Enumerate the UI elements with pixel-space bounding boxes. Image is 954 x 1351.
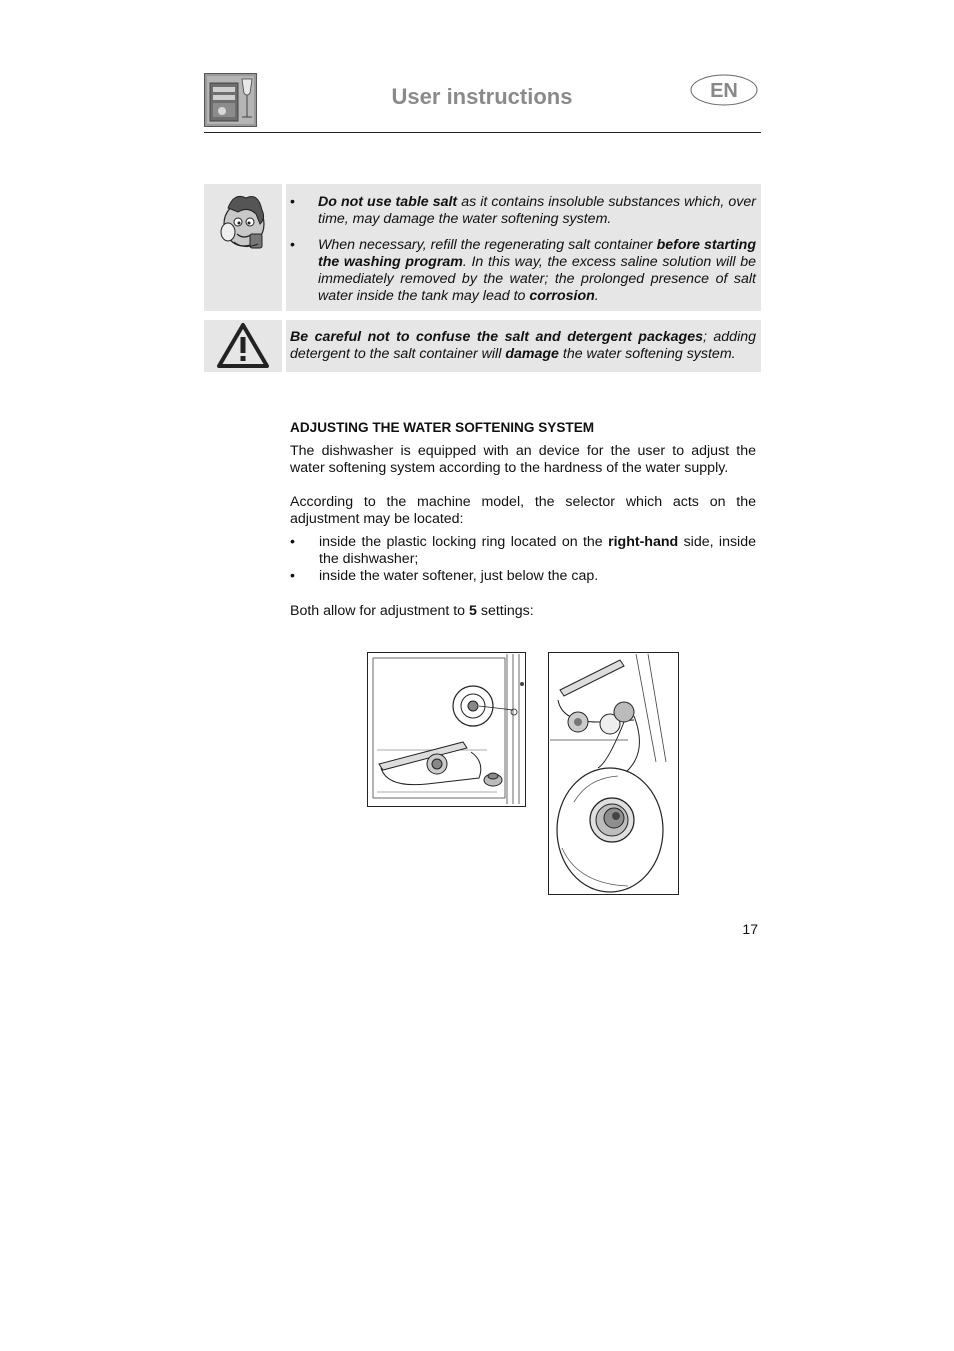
dishwasher-logo-icon xyxy=(204,73,257,127)
paragraph: The dishwasher is equipped with an device for the user to adjust the water softening system according to the hardness of the water supply. xyxy=(290,443,756,476)
salt-tip-item xyxy=(290,194,756,228)
page-title: User instructions xyxy=(391,84,573,109)
warning-note xyxy=(286,320,761,372)
bullet-icon: • xyxy=(290,568,295,584)
warning-text xyxy=(290,329,756,363)
settings-text: settings: xyxy=(476,603,534,619)
section-heading: ADJUSTING THE WATER SOFTENING SYSTEM xyxy=(290,420,595,435)
list-item xyxy=(290,568,756,585)
list-item xyxy=(290,534,756,568)
bullet-icon: • xyxy=(290,534,295,550)
cartoon-mascot-icon xyxy=(204,184,282,311)
bullet-icon: • xyxy=(290,194,295,210)
salt-tips-icon-cell xyxy=(204,184,282,311)
header-divider xyxy=(204,132,761,133)
list-item-text: inside the plastic locking ring located on the xyxy=(319,534,609,550)
dishwasher-interior-illustration xyxy=(367,652,526,807)
salt-tip-text: . In this way, the excess saline solution will be immediately removed by the water; the prolonged presence of salt water inside the tank may lead to xyxy=(318,254,757,304)
warning-triangle-icon xyxy=(204,320,282,372)
language-badge-label: EN xyxy=(710,80,738,102)
warning-text-part: ; adding detergent to the salt container will xyxy=(290,329,756,362)
page-number: 17 xyxy=(742,921,758,937)
salt-tip-text: When necessary, refill the regenerating salt container xyxy=(318,237,657,253)
salt-tip-emphasis: before starting the washing program xyxy=(318,237,756,270)
list-item-emphasis: right-hand xyxy=(608,534,679,550)
warning-icon-cell xyxy=(204,320,282,372)
list-item-text: side, inside the dishwasher; xyxy=(319,534,756,567)
warning-text-part: the water softening system. xyxy=(558,346,736,362)
paragraph: According to the machine model, the selector which acts on the adjustment may be located: xyxy=(290,494,756,527)
warning-emphasis: damage xyxy=(505,346,559,362)
salt-tip-emphasis: corrosion xyxy=(529,288,595,304)
language-badge xyxy=(689,73,759,107)
salt-tip-emphasis: Do not use table salt xyxy=(318,194,458,210)
bullet-icon: • xyxy=(290,237,295,253)
settings-text: Both allow for adjustment to xyxy=(290,603,470,619)
settings-count: 5 xyxy=(469,603,477,619)
list-item-text: inside the water softener, just below the cap. xyxy=(319,568,599,584)
salt-tips-note xyxy=(286,184,761,311)
settings-sentence xyxy=(290,603,756,620)
salt-tip-text: . xyxy=(594,288,599,304)
warning-emphasis: Be careful not to confuse the salt and detergent packages xyxy=(290,329,703,345)
salt-tip-item xyxy=(290,237,756,305)
salt-container-cap-illustration xyxy=(548,652,679,895)
salt-tip-text: as it contains insoluble substances which, over time, may damage the water softening system. xyxy=(318,194,756,227)
